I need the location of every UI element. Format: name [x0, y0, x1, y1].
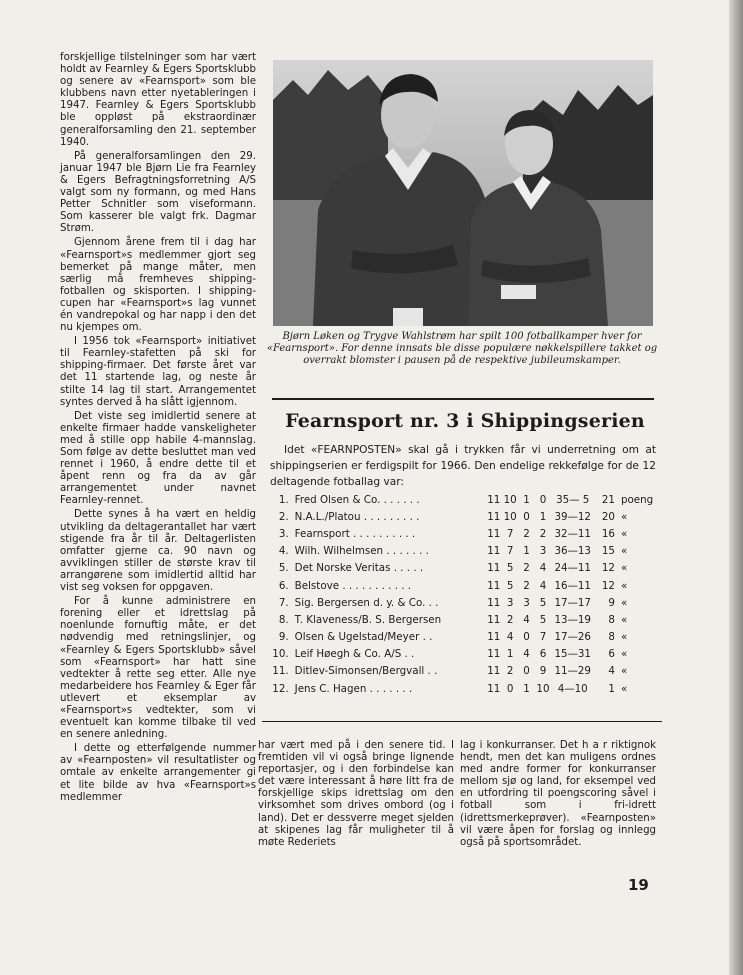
- table-row: [268, 560, 658, 577]
- table-cell-rank: 11.: [272, 665, 289, 678]
- table-cell-won: 5: [506, 562, 514, 575]
- table-cell-points: 9: [608, 596, 615, 609]
- paragraph: For å kunne administrere en forening eller et idrettslag på noenlunde fornuftig måte, er det nødvendig med retningslinjer, og «Fearnley & Egers Sportsklubb» såvel som «Fearnsport» har hatt sine vedtekter å rette seg etter. Alle nye medarbeidere hos Fearnley & Eger får utlevert et eksemplar av «Fearnsport»s vedtekter, som vi eventuelt kan komme tilbake til ved en senere anledning.: [60, 596, 256, 741]
- standings-table: [268, 491, 658, 697]
- table-cell-points: 8: [608, 631, 615, 644]
- table-cell-rank: 3.: [278, 527, 289, 540]
- table-cell-team: T. Klaveness/B. S. Bergersen: [294, 613, 442, 626]
- table-cell-drawn: 1: [523, 545, 530, 558]
- table-cell-goals: 16—11: [554, 579, 591, 592]
- table-cell-drawn: 1: [523, 682, 530, 695]
- table-cell-drawn: 4: [523, 648, 530, 661]
- table-cell-goals: 11—29: [554, 665, 591, 678]
- table-cell-goals: 35— 5: [556, 493, 590, 506]
- table-cell-won: 4: [506, 631, 514, 644]
- table-cell-goals: 36—13: [554, 545, 591, 558]
- table-cell-unit: «: [620, 510, 628, 523]
- table-cell-goals: 32—11: [554, 527, 591, 540]
- table-row: [268, 680, 658, 697]
- table-cell-points: 15: [601, 545, 615, 558]
- bottom-rule: [262, 721, 662, 722]
- table-cell-rank: 1.: [278, 493, 289, 506]
- table-cell-drawn: 1: [523, 493, 530, 506]
- photo-caption: Bjørn Løken og Trygve Wahlstrøm har spilt 100 fotballkamper hver for «Fearnsport». For denne innsats ble disse populære nøkkelspillere takket og overrakt blomster i pausen på de respektive jubileumskamper.: [266, 331, 658, 366]
- article-column-right: [460, 740, 656, 851]
- table-cell-rank: 4.: [278, 545, 289, 558]
- table-cell-team: Leif Høegh & Co. A/S . .: [294, 648, 415, 661]
- table-row: [268, 629, 658, 646]
- table-cell-rank: 9.: [278, 631, 289, 644]
- table-cell-team: Ditlev-Simonsen/Bergvall . .: [294, 665, 438, 678]
- table-cell-unit: «: [620, 527, 628, 540]
- table-cell-rank: 7.: [278, 596, 289, 609]
- table-cell-played: 11: [487, 493, 501, 506]
- table-cell-rank: 12.: [272, 682, 289, 695]
- table-cell-rank: 8.: [278, 613, 289, 626]
- table-cell-won: 10: [503, 493, 517, 506]
- table-cell-lost: 10: [536, 682, 550, 695]
- table-cell-points: 4: [608, 665, 615, 678]
- table-cell-team: N.A.L./Platou . . . . . . . . .: [294, 510, 420, 523]
- table-cell-lost: 4: [539, 562, 547, 575]
- table-cell-played: 11: [487, 545, 501, 558]
- table-cell-won: 10: [503, 510, 517, 523]
- table-cell-team: Fearnsport . . . . . . . . . .: [294, 527, 416, 540]
- table-cell-goals: 39—12: [554, 510, 591, 523]
- table-cell-drawn: 4: [523, 613, 530, 626]
- table-cell-played: 11: [487, 510, 501, 523]
- paragraph: På generalforsamlingen den 29. januar 1947 ble Bjørn Lie fra Fearnley & Egers Befragtningsforretning A/S valgt som ny formann, og med Hans Petter Schnitler som viseformann. Som kasserer ble valgt frk. Dagmar Strøm.: [60, 150, 256, 235]
- table-cell-goals: 24—11: [554, 562, 591, 575]
- paragraph: Gjennom årene frem til i dag har «Fearnsport»s medlemmer gjort seg bemerket på mange måter, men særlig må fremheves shipping-fotballen og skisporten. I shipping-cupen har «Fearnsport»s lag vunnet én vandrepokal og har napp i den det nu kjempes om.: [60, 237, 256, 334]
- table-cell-drawn: 2: [523, 579, 530, 592]
- table-cell-drawn: 2: [523, 562, 530, 575]
- table-cell-lost: 3: [539, 545, 547, 558]
- table-cell-unit: «: [620, 545, 628, 558]
- table-cell-played: 11: [487, 631, 501, 644]
- table-cell-lost: 7: [539, 631, 547, 644]
- table-cell-unit: «: [620, 613, 628, 626]
- table-cell-lost: 2: [539, 527, 547, 540]
- table-row: [268, 508, 658, 525]
- table-cell-team: Jens C. Hagen . . . . . . .: [294, 682, 413, 695]
- table-cell-rank: 6.: [278, 579, 289, 592]
- top-rule: [272, 398, 654, 400]
- article-intro: [270, 442, 656, 490]
- table-row: [268, 646, 658, 663]
- table-cell-goals: 13—19: [554, 613, 591, 626]
- table-cell-drawn: 0: [523, 665, 530, 678]
- table-cell-goals: 17—17: [554, 596, 591, 609]
- table-cell-goals: 4—10: [557, 682, 588, 695]
- table-cell-lost: 5: [539, 596, 547, 609]
- table-cell-won: 2: [506, 613, 514, 626]
- table-cell-points: 6: [608, 648, 615, 661]
- table-cell-won: 3: [506, 596, 514, 609]
- table-cell-drawn: 2: [523, 527, 530, 540]
- table-cell-played: 11: [487, 579, 501, 592]
- table-cell-team: Belstove . . . . . . . . . . .: [294, 579, 412, 592]
- table-cell-points: 1: [608, 682, 615, 695]
- table-cell-won: 5: [506, 579, 514, 592]
- table-cell-played: 11: [487, 527, 501, 540]
- paragraph: I dette og etterfølgende nummer av «Fearnposten» vil resultatlister og omtale av enkelte arrangementer gi et lite bilde av hva «Fearnsport»s medlemmer: [60, 743, 256, 803]
- table-cell-lost: 1: [539, 510, 547, 523]
- table-cell-points: 12: [601, 579, 615, 592]
- table-cell-team: Det Norske Veritas . . . . .: [294, 562, 424, 575]
- table-cell-won: 0: [506, 682, 514, 695]
- table-cell-unit: «: [620, 648, 628, 661]
- article-column-middle: [258, 740, 454, 851]
- table-cell-points: 12: [601, 562, 615, 575]
- table-row: [268, 594, 658, 611]
- table-cell-unit: «: [620, 562, 628, 575]
- table-cell-drawn: 3: [523, 596, 530, 609]
- table-cell-played: 11: [487, 596, 501, 609]
- table-cell-team: Wilh. Wilhelmsen . . . . . . .: [294, 545, 429, 558]
- table-cell-lost: 4: [539, 579, 547, 592]
- table-cell-won: 7: [506, 527, 514, 540]
- table-row: [268, 577, 658, 594]
- paragraph: har vært med på i den senere tid. I fremtiden vil vi også bringe lignende reportasjer, og i den forbindelse kan det være interessant å høre litt fra de forskjellige skips idrettslag om den virksomhet som drives ombord (og i land). Det er dessverre meget sjelden at skipenes lag får muligheter til å møte Rederiets: [258, 740, 454, 848]
- table-cell-lost: 6: [539, 648, 547, 661]
- intro-text: Idet «FEARNPOSTEN» skal gå i trykken får vi underretning om at shippingserien er ferdigspilt for 1966. Den endelige rekkefølge for de 12 deltagende fotballag var:: [270, 444, 656, 488]
- table-cell-rank: 10.: [272, 648, 289, 661]
- table-cell-won: 1: [506, 648, 514, 661]
- table-row: [268, 543, 658, 560]
- table-cell-goals: 17—26: [554, 631, 591, 644]
- table-cell-points: 16: [601, 527, 615, 540]
- paragraph: Dette synes å ha vært en heldig utvikling da deltagerantallet har vært stigende fra år til år. Deltagerlisten omfatter gjerne ca. 90 navn og avviklingen stiller de største krav til arrangørene som imidlertid alltid har vist seg voksen for oppgaven.: [60, 509, 256, 594]
- table-cell-team: Sig. Bergersen d. y. & Co. . .: [294, 596, 439, 609]
- table-cell-team: Olsen & Ugelstad/Meyer . .: [294, 631, 433, 644]
- table-cell-lost: 9: [539, 665, 547, 678]
- table-cell-won: 2: [506, 665, 514, 678]
- table-row: [268, 663, 658, 680]
- paragraph: Det viste seg imidlertid senere at enkelte firmaer hadde vanskeligheter med å stille opp habile 4-mannslag. Som følge av dette besluttet man ved rennet i 1960, å endre dette til et åpent renn og fra da av går arrangementet under navnet Fearnley-rennet.: [60, 410, 256, 507]
- paragraph: forskjellige tilstelninger som har vært holdt av Fearnley & Egers Sportsklubb og senere av «Fearnsport» som ble klubbens navn etter nyetableringen i 1947. Fearnley & Egers Sportsklubb ble oppløst på ekstraordinær generalforsamling den 21. september 1940.: [60, 52, 256, 148]
- table-row: [268, 491, 658, 508]
- table-cell-unit: «: [620, 665, 628, 678]
- table-cell-lost: 5: [539, 613, 547, 626]
- table-cell-played: 11: [487, 562, 501, 575]
- page-number: 19: [628, 876, 649, 894]
- table-cell-unit: «: [620, 631, 628, 644]
- table-cell-goals: 15—31: [554, 648, 591, 661]
- table-cell-rank: 5.: [278, 562, 289, 575]
- table-cell-points: 8: [608, 613, 615, 626]
- table-cell-won: 7: [506, 545, 514, 558]
- article-column-left: [60, 52, 256, 806]
- table-cell-played: 11: [487, 613, 501, 626]
- table-row: [268, 525, 658, 542]
- paragraph: I 1956 tok «Fearnsport» initiativet til Fearnley-stafetten på ski for shipping-firmaer. Det første året var det 11 startende lag, og neste år stilte 14 lag til start. Arrangementet syntes derved å ha slått igjennom.: [60, 336, 256, 408]
- table-row: [268, 611, 658, 628]
- table-cell-played: 11: [487, 665, 501, 678]
- table-cell-played: 11: [487, 682, 501, 695]
- table-cell-points: 21: [601, 493, 615, 506]
- table-cell-unit: poeng: [620, 493, 654, 506]
- table-cell-drawn: 0: [523, 510, 530, 523]
- table-cell-unit: «: [620, 596, 628, 609]
- table-cell-team: Fred Olsen & Co. . . . . . .: [294, 493, 420, 506]
- table-cell-points: 20: [601, 510, 615, 523]
- table-cell-unit: «: [620, 579, 628, 592]
- table-cell-rank: 2.: [278, 510, 289, 523]
- photo-two-football-players: [273, 60, 653, 326]
- table-cell-played: 11: [487, 648, 501, 661]
- table-cell-unit: «: [620, 682, 628, 695]
- page-edge-shadow: [729, 0, 743, 975]
- table-cell-lost: 0: [539, 493, 547, 506]
- article-headline: Fearnsport nr. 3 i Shippingserien: [285, 410, 645, 432]
- paragraph: lag i konkurranser. Det h a r riktignok hendt, men det kan muligens ordnes med andre former for konkurranser mellom sjø og land, for eksempel ved en utfordring til poengscoring såvel i fotball som i fri-idrett (idrettsmerkeprøver). «Fearnposten» vil være åpen for forslag og innlegg også på sportsområdet.: [460, 740, 656, 848]
- table-cell-drawn: 0: [523, 631, 530, 644]
